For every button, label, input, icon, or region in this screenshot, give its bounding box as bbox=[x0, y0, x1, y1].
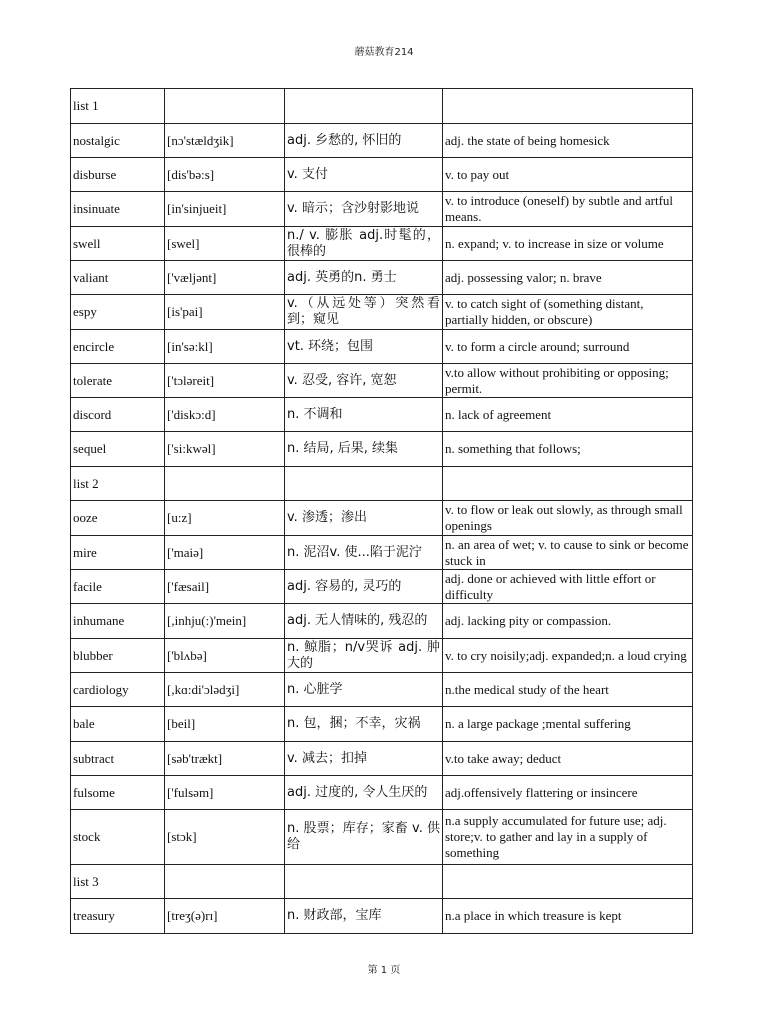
page-footer: 第 1 页 bbox=[367, 965, 401, 976]
chinese-definition-cell bbox=[285, 89, 443, 124]
word-cell: list 2 bbox=[71, 467, 165, 501]
english-definition-cell: n. expand; v. to increase in size or volume bbox=[443, 227, 693, 261]
word-cell: bale bbox=[71, 707, 165, 742]
word-cell: ooze bbox=[71, 501, 165, 536]
table-row bbox=[71, 899, 693, 934]
phonetic-cell: [u:z] bbox=[165, 501, 285, 536]
chinese-definition-cell: v. 渗透；渗出 bbox=[285, 501, 443, 536]
table-row bbox=[71, 810, 693, 865]
word-cell: mire bbox=[71, 536, 165, 570]
chinese-definition-cell: v. 忍受, 容许, 宽恕 bbox=[285, 364, 443, 398]
vocabulary-table-body bbox=[71, 89, 693, 934]
phonetic-cell: ['blʌbə] bbox=[165, 639, 285, 673]
table-row bbox=[71, 604, 693, 639]
chinese-definition-cell: v. 减去；扣掉 bbox=[285, 742, 443, 776]
table-row bbox=[71, 295, 693, 330]
phonetic-cell: [swel] bbox=[165, 227, 285, 261]
phonetic-cell: [dis'bə:s] bbox=[165, 158, 285, 192]
word-cell: fulsome bbox=[71, 776, 165, 810]
word-cell: tolerate bbox=[71, 364, 165, 398]
phonetic-cell: [in'sinjueit] bbox=[165, 192, 285, 227]
table-row bbox=[71, 192, 693, 227]
word-cell: espy bbox=[71, 295, 165, 330]
vocabulary-table bbox=[70, 88, 693, 934]
word-cell: treasury bbox=[71, 899, 165, 934]
list-header-row bbox=[71, 467, 693, 501]
table-row bbox=[71, 124, 693, 158]
table-row bbox=[71, 501, 693, 536]
phonetic-cell: ['diskɔ:d] bbox=[165, 398, 285, 432]
phonetic-cell: [nɔ'stældʒik] bbox=[165, 124, 285, 158]
phonetic-cell: [beil] bbox=[165, 707, 285, 742]
phonetic-cell: ['fæsail] bbox=[165, 570, 285, 604]
chinese-definition-cell: adj. 乡愁的, 怀旧的 bbox=[285, 124, 443, 158]
chinese-definition-cell: vt. 环绕；包围 bbox=[285, 330, 443, 364]
word-cell: blubber bbox=[71, 639, 165, 673]
chinese-definition-cell: adj. 过度的, 令人生厌的 bbox=[285, 776, 443, 810]
word-cell: subtract bbox=[71, 742, 165, 776]
table-row bbox=[71, 639, 693, 673]
word-cell: valiant bbox=[71, 261, 165, 295]
english-definition-cell: adj. lacking pity or compassion. bbox=[443, 604, 693, 639]
phonetic-cell: ['si:kwəl] bbox=[165, 432, 285, 467]
list-header-row bbox=[71, 89, 693, 124]
english-definition-cell: n. a large package ;mental suffering bbox=[443, 707, 693, 742]
english-definition-cell: n.a place in which treasure is kept bbox=[443, 899, 693, 934]
english-definition-cell: v. to catch sight of (something distant, partially hidden, or obscure) bbox=[443, 295, 693, 330]
chinese-definition-cell: v. 暗示；含沙射影地说 bbox=[285, 192, 443, 227]
phonetic-cell: [,kɑ:di'ɔlədʒi] bbox=[165, 673, 285, 707]
table-row bbox=[71, 570, 693, 604]
chinese-definition-cell: n. 心脏学 bbox=[285, 673, 443, 707]
chinese-definition-cell: n. 鲸脂；n/v哭诉 adj. 肿大的 bbox=[285, 639, 443, 673]
chinese-definition-cell: n. 股票；库存；家畜 v. 供给 bbox=[285, 810, 443, 865]
word-cell: nostalgic bbox=[71, 124, 165, 158]
chinese-definition-cell: adj. 无人情味的, 残忍的 bbox=[285, 604, 443, 639]
chinese-definition-cell: n. 财政部，宝库 bbox=[285, 899, 443, 934]
phonetic-cell: [treʒ(ə)rɪ] bbox=[165, 899, 285, 934]
word-cell: swell bbox=[71, 227, 165, 261]
table-row bbox=[71, 536, 693, 570]
page-header: 蘑菇教育214 bbox=[354, 47, 414, 58]
table-row bbox=[71, 398, 693, 432]
chinese-definition-cell bbox=[285, 865, 443, 899]
phonetic-cell: [stɔk] bbox=[165, 810, 285, 865]
table-row bbox=[71, 432, 693, 467]
english-definition-cell: adj. the state of being homesick bbox=[443, 124, 693, 158]
table-row bbox=[71, 158, 693, 192]
english-definition-cell: v. to cry noisily;adj. expanded;n. a loud crying bbox=[443, 639, 693, 673]
english-definition-cell: v. to pay out bbox=[443, 158, 693, 192]
chinese-definition-cell: n. 不调和 bbox=[285, 398, 443, 432]
phonetic-cell: ['maiə] bbox=[165, 536, 285, 570]
english-definition-cell: n. an area of wet; v. to cause to sink or become stuck in bbox=[443, 536, 693, 570]
table-row bbox=[71, 776, 693, 810]
english-definition-cell: adj.offensively flattering or insincere bbox=[443, 776, 693, 810]
phonetic-cell: [səb'trækt] bbox=[165, 742, 285, 776]
table-row bbox=[71, 707, 693, 742]
word-cell: cardiology bbox=[71, 673, 165, 707]
chinese-definition-cell: adj. 英勇的n. 勇士 bbox=[285, 261, 443, 295]
english-definition-cell bbox=[443, 467, 693, 501]
table-row bbox=[71, 673, 693, 707]
word-cell: insinuate bbox=[71, 192, 165, 227]
chinese-definition-cell: adj. 容易的, 灵巧的 bbox=[285, 570, 443, 604]
word-cell: list 3 bbox=[71, 865, 165, 899]
table-row bbox=[71, 742, 693, 776]
chinese-definition-cell: n./ v. 膨胀 adj.时髦的，很棒的 bbox=[285, 227, 443, 261]
phonetic-cell bbox=[165, 865, 285, 899]
phonetic-cell bbox=[165, 89, 285, 124]
english-definition-cell: adj. done or achieved with little effort or difficulty bbox=[443, 570, 693, 604]
word-cell: encircle bbox=[71, 330, 165, 364]
word-cell: sequel bbox=[71, 432, 165, 467]
table-row bbox=[71, 227, 693, 261]
english-definition-cell: n.the medical study of the heart bbox=[443, 673, 693, 707]
list-header-row bbox=[71, 865, 693, 899]
phonetic-cell bbox=[165, 467, 285, 501]
word-cell: stock bbox=[71, 810, 165, 865]
english-definition-cell: v.to allow without prohibiting or opposing; permit. bbox=[443, 364, 693, 398]
table-row bbox=[71, 261, 693, 295]
word-cell: inhumane bbox=[71, 604, 165, 639]
phonetic-cell: [,inhju(:)'mein] bbox=[165, 604, 285, 639]
phonetic-cell: ['væljənt] bbox=[165, 261, 285, 295]
english-definition-cell: v.to take away; deduct bbox=[443, 742, 693, 776]
english-definition-cell: n.a supply accumulated for future use; adj. store;v. to gather and lay in a supply of something bbox=[443, 810, 693, 865]
english-definition-cell: v. to flow or leak out slowly, as through small openings bbox=[443, 501, 693, 536]
word-cell: facile bbox=[71, 570, 165, 604]
english-definition-cell: n. something that follows; bbox=[443, 432, 693, 467]
table-row bbox=[71, 364, 693, 398]
english-definition-cell: adj. possessing valor; n. brave bbox=[443, 261, 693, 295]
chinese-definition-cell: v.（从远处等）突然看到；窥见 bbox=[285, 295, 443, 330]
phonetic-cell: [in'sə:kl] bbox=[165, 330, 285, 364]
english-definition-cell: v. to introduce (oneself) by subtle and artful means. bbox=[443, 192, 693, 227]
word-cell: list 1 bbox=[71, 89, 165, 124]
english-definition-cell bbox=[443, 89, 693, 124]
chinese-definition-cell: n. 泥沼v. 使...陷于泥泞 bbox=[285, 536, 443, 570]
english-definition-cell: v. to form a circle around; surround bbox=[443, 330, 693, 364]
phonetic-cell: ['tɔləreit] bbox=[165, 364, 285, 398]
table-row bbox=[71, 330, 693, 364]
word-cell: disburse bbox=[71, 158, 165, 192]
chinese-definition-cell: n. 结局, 后果, 续集 bbox=[285, 432, 443, 467]
word-cell: discord bbox=[71, 398, 165, 432]
english-definition-cell bbox=[443, 865, 693, 899]
phonetic-cell: [is'pai] bbox=[165, 295, 285, 330]
chinese-definition-cell: n. 包，捆；不幸，灾祸 bbox=[285, 707, 443, 742]
chinese-definition-cell bbox=[285, 467, 443, 501]
english-definition-cell: n. lack of agreement bbox=[443, 398, 693, 432]
chinese-definition-cell: v. 支付 bbox=[285, 158, 443, 192]
phonetic-cell: ['fulsəm] bbox=[165, 776, 285, 810]
